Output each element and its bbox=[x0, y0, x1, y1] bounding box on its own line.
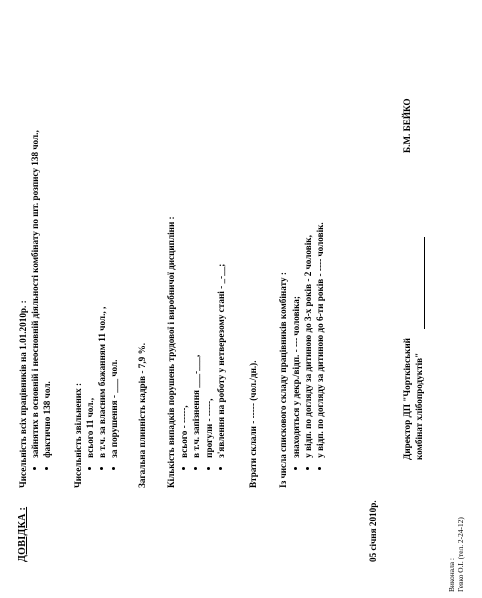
executor-contact: Гевко О.І. (тел. 2-24-12) bbox=[456, 517, 465, 592]
bullet-item: у відп. по догляду за дитиною до 3-х років - 2 чоловік, bbox=[303, 235, 314, 470]
section-staff-count: Чисельність всіх працівників на 1.01.2010р. : bbox=[18, 300, 28, 488]
bullet-icon bbox=[88, 467, 91, 470]
bullet-icon bbox=[112, 467, 115, 470]
bullet-icon bbox=[194, 467, 197, 470]
section-discipline: Кількість випадків порушень трудової і виробничої дисципліни : bbox=[166, 216, 176, 488]
bullet-icon bbox=[182, 467, 185, 470]
section-staff-list: Із числа спискового складу працівників комбінату : bbox=[278, 272, 288, 488]
bullet-icon bbox=[219, 467, 222, 470]
bullet-icon bbox=[45, 467, 48, 470]
signature-title-line-1: Директор ДП "Чортківський bbox=[402, 338, 412, 460]
section-losses: Втрати склали - ----- (чол./дн.). bbox=[248, 360, 258, 488]
bullet-item: знаходяться у декр./відп. - --- чоловіка; bbox=[291, 296, 302, 470]
bullet-icon bbox=[318, 467, 321, 470]
bullet-item: прогули - -----, bbox=[204, 399, 215, 470]
bullet-icon bbox=[207, 467, 210, 470]
bullet-item: зайнятих в основній і неосновній діяльності комбінату по шт. розпису 138 чол., bbox=[30, 130, 41, 470]
signature-line bbox=[417, 237, 425, 329]
bullet-item: з'явлення на роботу у нетверезому стані - _-__; bbox=[216, 264, 227, 470]
section-dismissed: Чисельність звільнених : bbox=[73, 382, 83, 488]
bullet-item: в т.ч. запізнення ___-___, bbox=[191, 355, 202, 470]
document-heading: ДОВІДКА : bbox=[17, 506, 28, 562]
bullet-icon bbox=[306, 467, 309, 470]
executor-label: Виконала : bbox=[447, 558, 456, 592]
section-turnover: Загальна плинність кадрів - 7,9 %. bbox=[137, 342, 147, 488]
signature-title-line-2: комбінат хлібопродуктів" bbox=[414, 237, 425, 460]
bullet-item: у відп. по догляду за дитиною до 6-ти років - ---- чоловік. bbox=[315, 222, 326, 470]
bullet-item: всього 11 чол., bbox=[85, 398, 96, 470]
bullet-item: за порушення - ___ чол. bbox=[109, 360, 120, 470]
document-date: 05 січня 2010р. bbox=[368, 500, 378, 562]
bullet-item: всього - -----, bbox=[179, 405, 190, 470]
bullet-icon bbox=[294, 467, 297, 470]
bullet-icon bbox=[100, 467, 103, 470]
bullet-item: в т.ч. за власним бажанням 11 чол., , bbox=[97, 307, 108, 470]
bullet-item: фактично 138 чол. bbox=[42, 381, 53, 470]
signatory-name: Б.М. БЕЙКО bbox=[402, 98, 412, 153]
bullet-icon bbox=[33, 467, 36, 470]
